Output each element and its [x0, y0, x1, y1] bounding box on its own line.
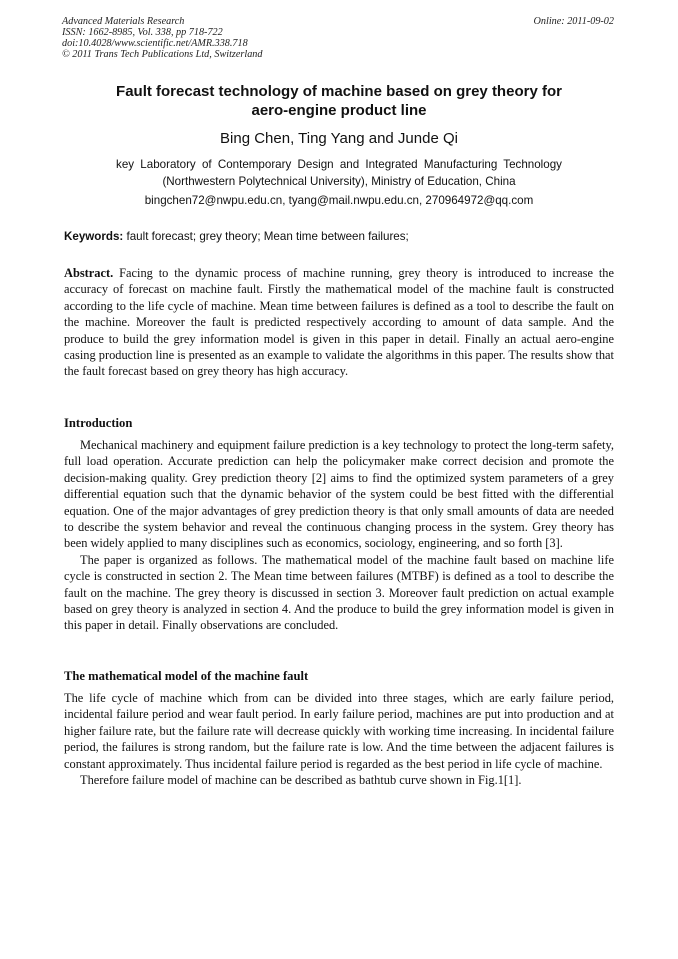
- issn-line: ISSN: 1662-8985, Vol. 338, pp 718-722: [62, 27, 223, 38]
- authors: Bing Chen, Ting Yang and Junde Qi: [220, 130, 458, 147]
- introduction-paragraph-1: Mechanical machinery and equipment failure prediction is a key technology to protect the long-term safety, full load operation. Accurate prediction can help the policymaker make correct decision and promote the decision-making quality. Grey prediction theory [2] aims to find the optimized system parameters of a grey differential equation such that the dynamic behavior of the system could be best fitted with the differential equation. One of the major advantages of grey prediction theory is that only small amounts of data are needed to describe the system behavior and reveal the continuous changing process in the system. Grey theory has been widely applied to many disciplines such as economics, sociology, engineering, and so forth [3].: [64, 438, 614, 551]
- keywords-label: Keywords:: [64, 230, 124, 243]
- model-paragraph-1: The life cycle of machine which from can be divided into three stages, which are early failure period, incidental failure period and wear fault period. In early failure period, machines are put into production and at higher failure rate, but the failure rate will decrease quickly with working time increasing. In incidental failure period, the failures is strong random, but the failure rate is low. And the time between the adjacent failures is constant approximately. Thus incidental failure period is regarded as the best period in life cycle of machine.: [64, 691, 614, 771]
- title-line-1: Fault forecast technology of machine based on grey theory for: [116, 83, 562, 100]
- keywords-text: fault forecast; grey theory; Mean time between failures;: [126, 230, 409, 243]
- author-emails: bingchen72@nwpu.edu.cn, tyang@mail.nwpu.edu.cn, 270964972@qq.com: [144, 194, 534, 207]
- affiliation-line-1: key Laboratory of Contemporary Design and Integrated Manufacturing Technology: [116, 158, 562, 171]
- online-date: Online: 2011-09-02: [533, 16, 614, 27]
- paper-title: [64, 82, 614, 120]
- title-line-2: aero-engine product line: [251, 102, 427, 119]
- keywords: [64, 229, 614, 244]
- copyright-line: © 2011 Trans Tech Publications Ltd, Switzerland: [62, 49, 263, 60]
- model-section-heading: The mathematical model of the machine fault: [64, 669, 309, 683]
- abstract-label: Abstract.: [64, 266, 114, 280]
- model-section-body: [64, 690, 614, 788]
- journal-name: Advanced Materials Research: [62, 16, 185, 27]
- introduction-body: [64, 437, 614, 634]
- introduction-heading: Introduction: [64, 416, 133, 430]
- model-paragraph-2: Therefore failure model of machine can be described as bathtub curve shown in Fig.1[1].: [80, 773, 522, 788]
- doi-line: doi:10.4028/www.scientific.net/AMR.338.718: [62, 38, 248, 49]
- abstract-text: Facing to the dynamic process of machine running, grey theory is introduced to increase the accuracy of forecast on machine fault. Firstly the mathematical model of the machine fault is constructed according to the life cycle of machine. Mean time between failures is defined as a tool to describe the fault on the machine. Moreover the fault is predicted respectively according to amount of data sample. And the produce to build the grey information model is given in this paper in detail. Finally an actual aero-engine casing production line is presented as an example to validate the algorithms in this paper. The results show that the fault forecast based on grey theory has high accuracy.: [64, 266, 614, 379]
- abstract: [64, 265, 614, 380]
- affiliation: [64, 156, 614, 190]
- publication-info: [62, 16, 262, 60]
- affiliation-line-2: (Northwestern Polytechnical University), Ministry of Education, China: [162, 175, 516, 188]
- introduction-paragraph-2: The paper is organized as follows. The mathematical model of the machine fault based on machine life cycle is constructed in section 2. The Mean time between failures (MTBF) is defined as a tool to describe the fault on the machine. The grey theory is discussed in section 3. Moreover fault prediction on actual example based on grey theory is analyzed in section 4. And the produce to build the grey information model is given in this paper in detail. Finally observations are concluded.: [64, 552, 614, 633]
